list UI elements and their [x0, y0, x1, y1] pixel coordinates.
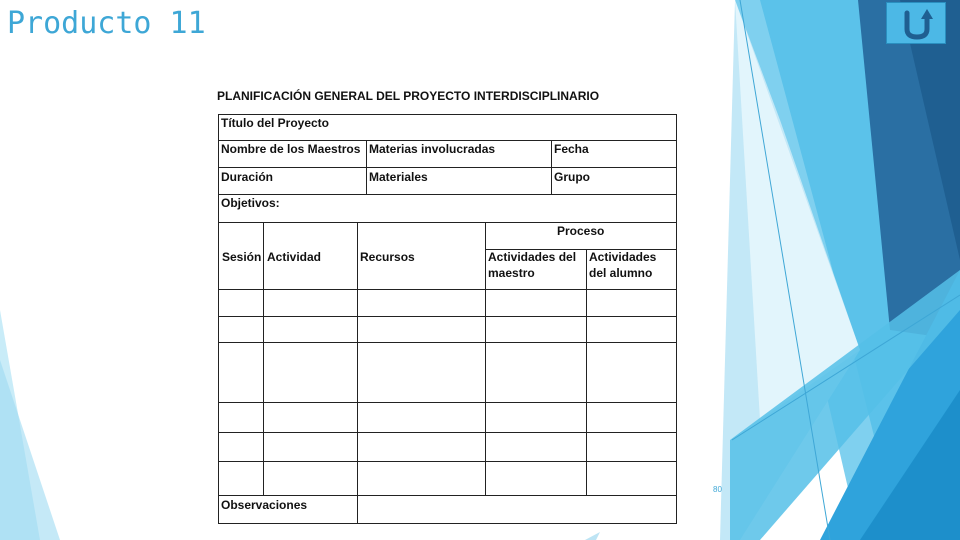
cell-actividades-alumno-2: del alumno: [589, 266, 653, 280]
cell-actividad: Actividad: [267, 250, 322, 264]
cell-objetivos: Objetivos:: [221, 196, 280, 210]
cell-materiales: Materiales: [369, 170, 428, 184]
cell-sesion: Sesión: [222, 250, 262, 264]
page-number: 80: [713, 485, 722, 494]
cell-actividades-maestro: Actividades del: [488, 250, 577, 264]
cell-nombre-maestros: Nombre de los Maestros: [221, 142, 361, 156]
cell-actividades-maestro-2: maestro: [488, 266, 535, 280]
cell-observaciones: Observaciones: [221, 498, 308, 512]
cell-grupo: Grupo: [554, 170, 590, 184]
cell-actividades-alumno: Actividades: [589, 250, 657, 264]
cell-titulo: Título del Proyecto: [221, 116, 330, 130]
cell-duracion: Duración: [221, 170, 274, 184]
cell-fecha: Fecha: [554, 142, 589, 156]
cell-materias: Materias involucradas: [369, 142, 496, 156]
cell-proceso: Proceso: [557, 224, 605, 238]
cell-recursos: Recursos: [360, 250, 415, 264]
slide-title: Producto 11: [7, 6, 206, 41]
document-title: PLANIFICACIÓN GENERAL DEL PROYECTO INTERDISCIPLINARIO: [217, 89, 600, 103]
